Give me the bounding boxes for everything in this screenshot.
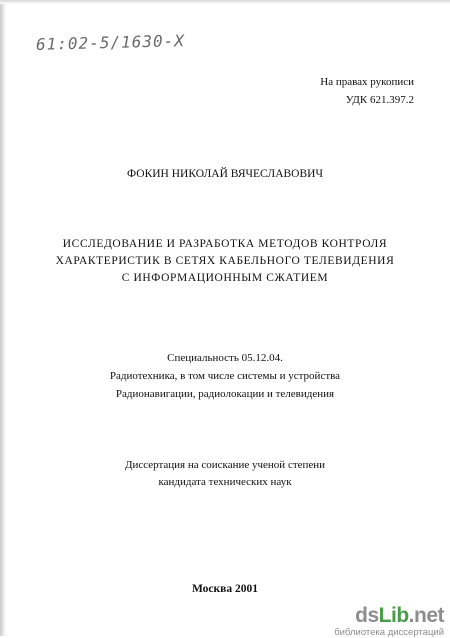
title-line: ИССЛЕДОВАНИЕ И РАЗРАБОТКА МЕТОДОВ КОНТРОЛЯ [62, 238, 388, 250]
specialty-line: Радиотехника, в том числе системы и устройства [109, 370, 341, 382]
title-line: С ИНФОРМАЦИОННЫМ СЖАТИЕМ [121, 272, 329, 284]
dissertation-title [40, 236, 410, 287]
specialty-block [0, 349, 450, 403]
watermark-subtitle: библиотека диссертаций [334, 627, 444, 638]
dslib-logo [355, 605, 444, 626]
degree-line: кандидата технических наук [158, 476, 292, 488]
handwritten-code: 61:02-5/1630-X [35, 31, 186, 54]
specialty-line: Радионавигации, радиолокации и телевидения [115, 388, 335, 400]
logo-prefix: ds [355, 604, 379, 627]
author-name: ФОКИН НИКОЛАЙ ВЯЧЕСЛАВОВИЧ [127, 168, 323, 180]
logo-suffix: .net [408, 604, 444, 627]
degree-line: Диссертация на соискание ученой степени [124, 459, 326, 471]
city-year: Москва 2001 [191, 583, 259, 595]
udc-code: УДК 621.397.2 [345, 94, 414, 106]
degree-block [0, 457, 450, 491]
manuscript-rights-note: На правах рукописи [320, 76, 414, 88]
title-line: ХАРАКТЕРИСТИК В СЕТЯХ КАБЕЛЬНОГО ТЕЛЕВИДЕНИЯ [55, 255, 395, 267]
scan-edge-shadow-top [0, 0, 450, 4]
dslib-watermark [334, 604, 444, 638]
scan-edge-shadow-left [0, 0, 6, 636]
logo-lib: Lib [378, 604, 409, 627]
specialty-line: Специальность 05.12.04. [167, 352, 283, 364]
